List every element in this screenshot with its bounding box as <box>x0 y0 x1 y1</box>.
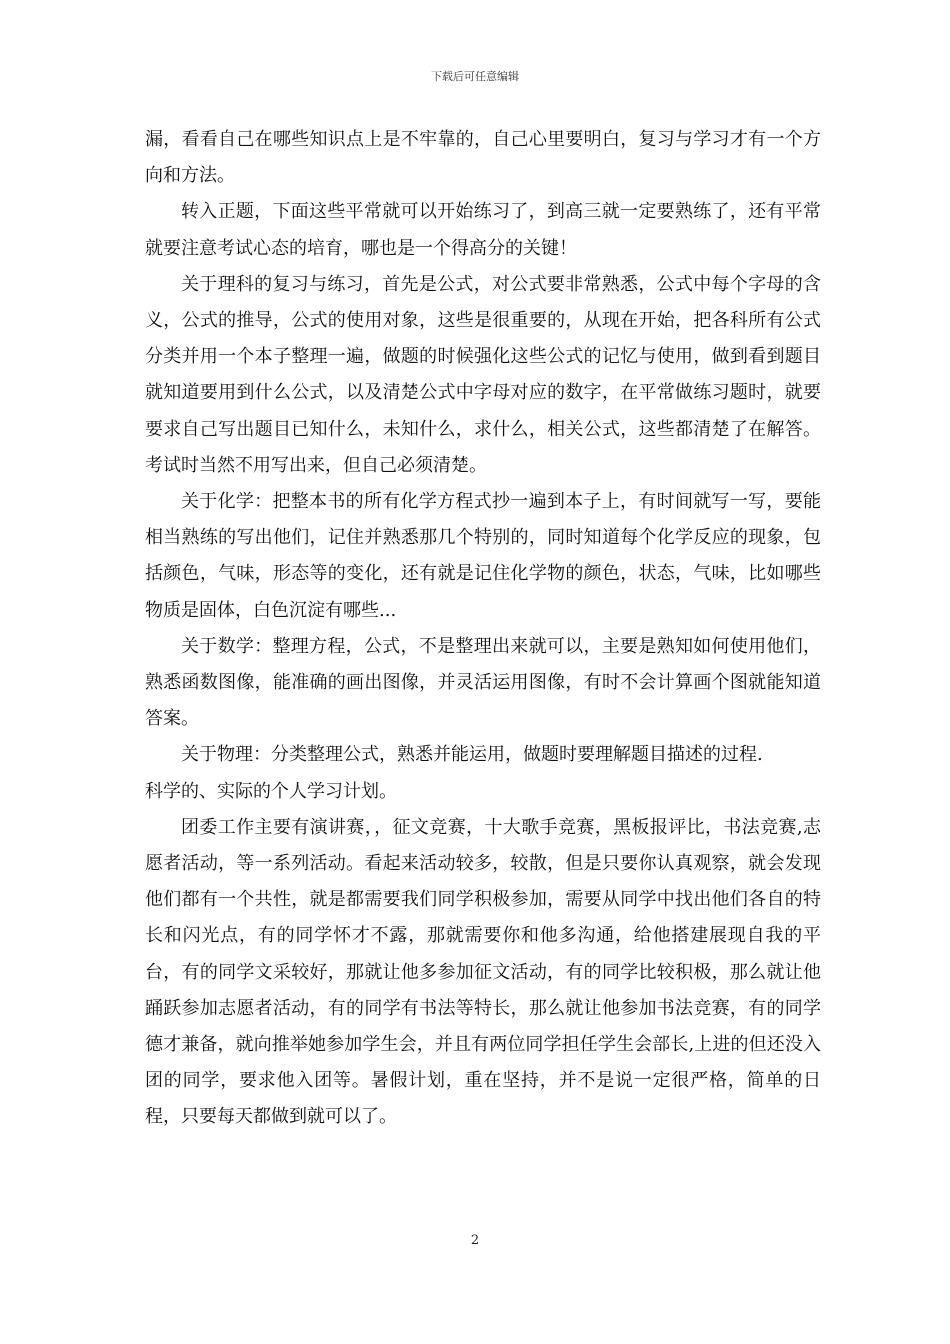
paragraph-2: 转入正题，下面这些平常就可以开始练习了，到高三就一定要熟练了，还有平常就要注意考试心态的培育，哪也是一个得高分的关键！ <box>145 201 821 259</box>
paragraph-1: 漏，看看自己在哪些知识点上是不牢靠的，自己心里要明白，复习与学习才有一个方向和方法。 <box>145 129 821 187</box>
paragraph-3: 关于理科的复习与练习，首先是公式，对公式要非常熟悉，公式中每个字母的含义，公式的推导，公式的使用对象，这些是很重要的，从现在开始，把各科所有公式分类并用一个本子整理一遍，做题的时候强化这些公式的记忆与使用，做到看到题目就知道要用到什么公式，以及清楚公式中字母对应的数字，在平常做练习题时，就要要求自己写出题目已知什么，未知什么，求什么，相关公式，这些都清楚了在解答。考试时当然不用写出来，但自己必须清楚。 <box>145 273 821 476</box>
page-number: 2 <box>470 1233 480 1248</box>
page-header: 下载后可任意编辑 <box>431 70 519 83</box>
paragraph-6: 关于物理：分类整理公式，熟悉并能运用，做题时要理解题目描述的过程. <box>181 744 763 766</box>
paragraph-5: 关于数学：整理方程，公式，不是整理出来就可以，主要是熟知如何使用他们，熟悉函数图像，能准确的画出图像，并灵活运用图像，有时不会计算画个图就能知道答案。 <box>145 635 821 730</box>
paragraph-8: 团委工作主要有演讲赛，，征文竞赛，十大歌手竞赛，黑板报评比，书法竞赛,志愿者活动，等一系列活动。看起来活动较多，较散，但是只要你认真观察，就会发现他们都有一个共性，就是都需要我们同学积极参加，需要从同学中找出他们各自的特长和闪光点，有的同学怀才不露，那就需要你和他多沟通，给他搭建展现自我的平台，有的同学文采较好，那就让他多参加征文活动，有的同学比较积极，那么就让他踊跃参加志愿者活动，有的同学有书法等特长，那么就让他参加书法竞赛，有的同学德才兼备，就向推举她参加学生会，并且有两位同学担任学生会部长,上进的但还没入团的同学，要求他入团等。暑假计划，重在坚持，并不是说一定很严格，简单的日程，只要每天都做到就可以了。 <box>145 816 821 1128</box>
document-body <box>145 122 821 1136</box>
paragraph-7: 科学的、实际的个人学习计划。 <box>145 780 397 802</box>
paragraph-4: 关于化学：把整本书的所有化学方程式抄一遍到本子上，有时间就写一写，要能相当熟练的写出他们，记住并熟悉那几个特别的，同时知道每个化学反应的现象，包括颜色，气味，形态等的变化，还有就是记住化学物的颜色，状态，气味，比如哪些物质是固体，白色沉淀有哪些... <box>145 491 821 621</box>
